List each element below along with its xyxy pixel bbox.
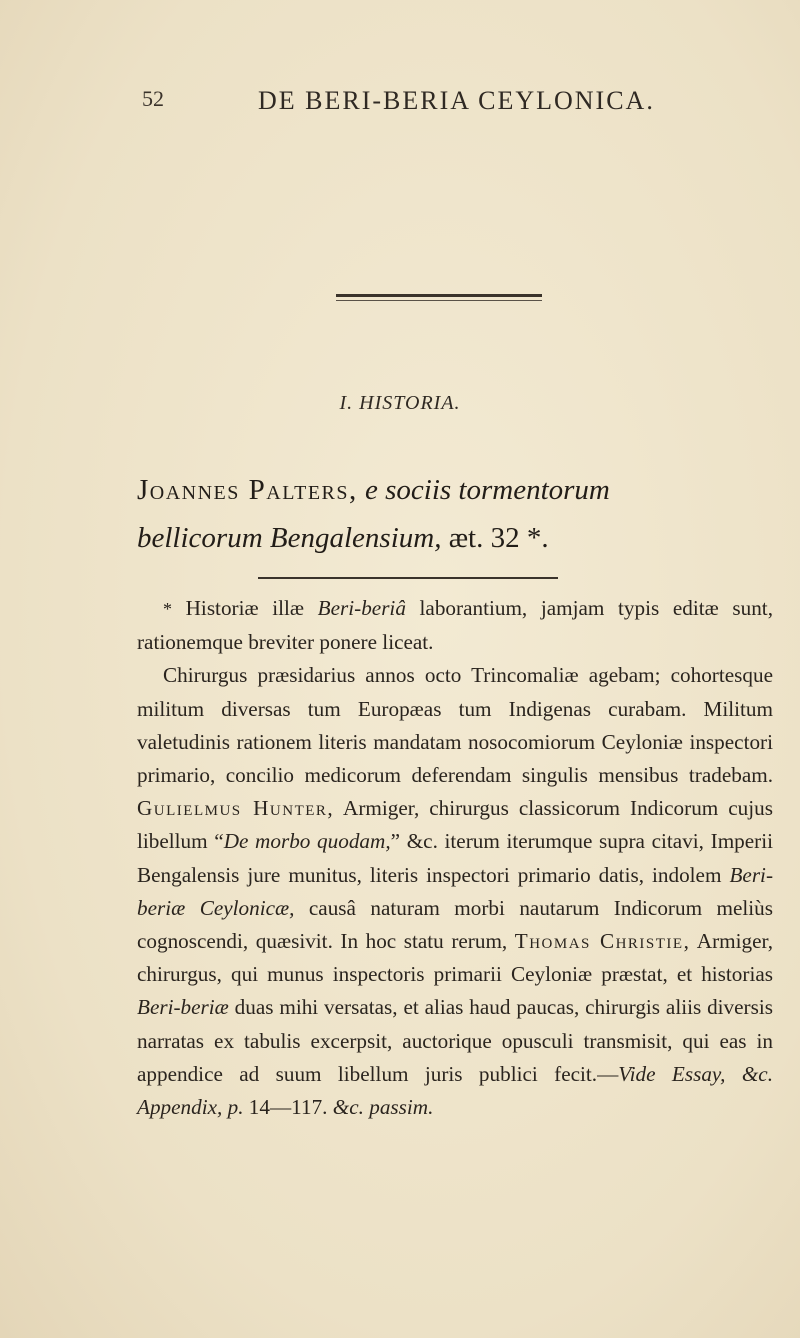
footnote-term: Beri-beriæ Ceylonicæ, xyxy=(137,862,774,920)
patient-description-1: e sociis tormentorum xyxy=(365,474,610,506)
book-title: De morbo quodam, xyxy=(223,829,391,854)
footnote-text: ” &c. iterum iterumque supra citavi, Imperii Bengalensis jure munitus, literis inspectori primario datis, indolem xyxy=(137,829,773,887)
footnote-text: causâ naturam morbi nautarum Indicorum meliùs cognoscendi, quæsivit. In hoc statu rerum, xyxy=(137,895,773,954)
footnote-text: Chirurgus præsidarius annos octo Trincomaliæ agebam; cohortesque militum diversas tum Europæas tum Indigenas curabam. Militum valetudinis rationem literis mandatam nosocomiorum Ceyloniæ inspectori primario, concilio medicorum deferendam singulis mensibus tradebam. xyxy=(137,663,773,788)
reference-end: &c. passim. xyxy=(332,1095,434,1120)
footnote-divider xyxy=(258,577,558,579)
patient-description-2: bellicorum Bengalensium, xyxy=(137,522,442,554)
page-header xyxy=(0,86,800,126)
footnote xyxy=(137,592,773,1124)
ornamental-rule xyxy=(336,294,542,297)
footnote-term: Beri-beriæ xyxy=(137,995,229,1020)
footnote-text: laborantium, jamjam typis editæ sunt, rationemque breviter ponere liceat. xyxy=(137,596,773,655)
footnote-mark: * xyxy=(163,599,172,619)
footnote-text: duas mihi versatas, et alias haud paucas, chirurgis aliis diversis narratas ex tabulis excerpsit, auctorique opusculi transmisit, qui eas in appendice ad suum libellum juris publici fecit.— xyxy=(137,995,773,1086)
person-name: Gulielmus Hunter, xyxy=(137,796,335,821)
section-heading: I. HISTORIA. xyxy=(339,392,461,414)
reference-pages: 14—117. xyxy=(248,1095,328,1120)
footnote-text: Armiger, chirurgus, qui munus inspectoris primarii Ceyloniæ præstat, et historias xyxy=(137,929,774,987)
footnote-term: Beri-beriâ xyxy=(317,596,406,620)
footnote-text: Armiger, chirurgus classicorum Indicorum cujus libellum “ xyxy=(137,796,773,854)
footnote-reference: *. xyxy=(526,522,549,554)
footnote-paragraph-1 xyxy=(137,592,773,659)
footnote-paragraph-2 xyxy=(137,659,773,1124)
footnote-text: Historiæ illæ xyxy=(185,596,305,620)
patient-age: æt. 32 xyxy=(448,522,520,554)
case-heading xyxy=(137,466,777,562)
patient-name: Joannes Palters, xyxy=(137,474,358,506)
person-name: Thomas Christie, xyxy=(514,929,691,954)
page-number: 52 xyxy=(142,86,164,111)
reference: Vide Essay, &c. Appendix, p. xyxy=(137,1061,773,1120)
running-title: DE BERI-BERIA CEYLONICA. xyxy=(258,86,655,115)
ornamental-rule-thin xyxy=(336,300,542,301)
